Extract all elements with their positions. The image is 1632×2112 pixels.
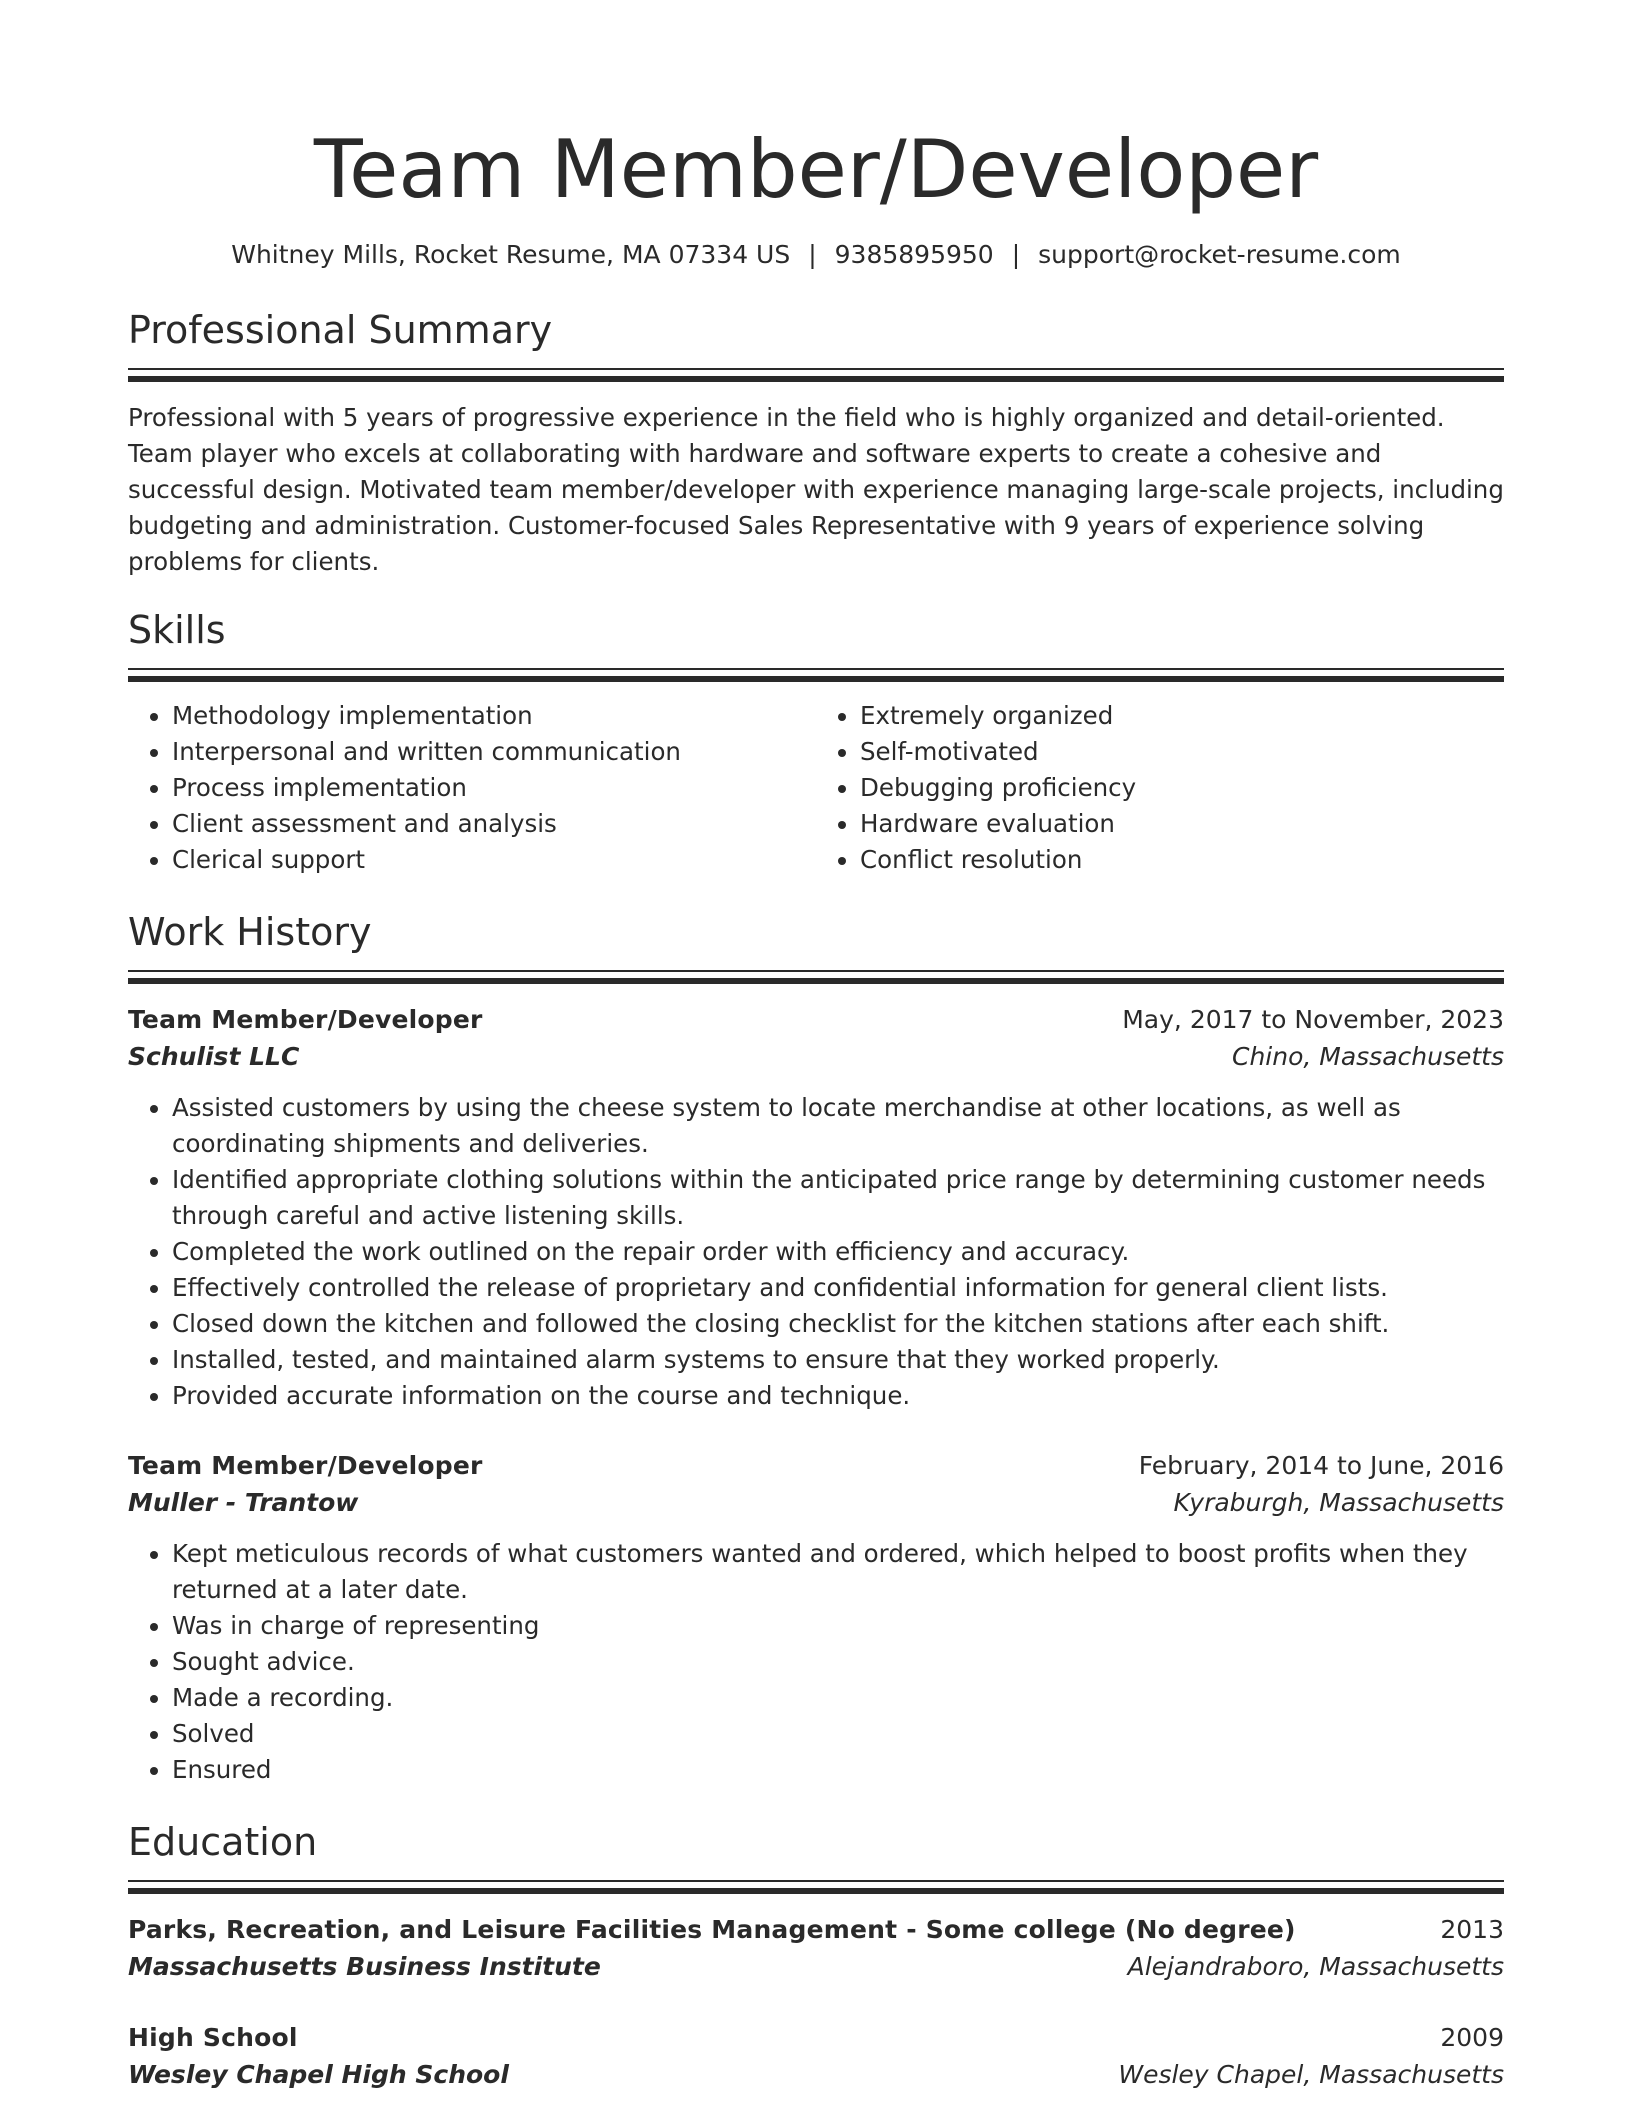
job-subheader [128, 1484, 1504, 1522]
summary-section [128, 306, 1504, 580]
education-entry [128, 1912, 1504, 1986]
skill-item: • Self-motivated [860, 734, 1504, 770]
skill-item: • Client assessment and analysis [172, 806, 816, 842]
skill-item: • Conflict resolution [860, 842, 1504, 878]
education-school: Wesley Chapel High School [128, 2060, 509, 2089]
contact-phone: 9385895950 [834, 240, 994, 269]
education-subheader [128, 2056, 1504, 2094]
education-degree: Parks, Recreation, and Leisure Facilities Management - Some college (No degree) [128, 1915, 1296, 1944]
education-degree: High School [128, 2023, 298, 2052]
education-location: Alejandraboro, Massachusetts [1127, 1952, 1504, 1981]
job-bullet: • Closed down the kitchen and followed the closing checklist for the kitchen stations after each shift. [172, 1306, 1504, 1342]
job-bullet: • Installed, tested, and maintained alarm systems to ensure that they worked properly. [172, 1342, 1504, 1378]
contact-separator: | [1011, 240, 1021, 269]
job-bullet: • Assisted customers by using the cheese system to locate merchandise at other locations, as well as coordinating shipments and deliveries. [172, 1090, 1504, 1162]
job-bullet: • Sought advice. [172, 1644, 1504, 1680]
education-header [128, 1912, 1504, 1948]
skill-item: • Debugging proficiency [860, 770, 1504, 806]
job-header [128, 1002, 1504, 1038]
skills-list-left [128, 698, 816, 878]
skill-item: • Process implementation [172, 770, 816, 806]
job-bullet: • Completed the work outlined on the repair order with efficiency and accuracy. [172, 1234, 1504, 1270]
job-location: Kyraburgh, Massachusetts [1173, 1488, 1504, 1517]
job-title: Team Member/Developer [128, 1005, 483, 1034]
work-section [128, 908, 1504, 1788]
skills-heading: Skills [128, 608, 226, 652]
skill-item: • Extremely organized [860, 698, 1504, 734]
job-bullet: • Solved [172, 1716, 1504, 1752]
job-subheader [128, 1038, 1504, 1076]
skill-item: • Methodology implementation [172, 698, 816, 734]
job-bullet: • Made a recording. [172, 1680, 1504, 1716]
contact-line [128, 238, 1504, 272]
job-bullet: • Identified appropriate clothing solutions within the anticipated price range by determining customer needs through careful and active listening skills. [172, 1162, 1504, 1234]
job-bullet: • Effectively controlled the release of proprietary and confidential information for general client lists. [172, 1270, 1504, 1306]
education-year: 2013 [1440, 1915, 1504, 1944]
work-heading: Work History [128, 910, 372, 954]
education-section [128, 1818, 1504, 2094]
job-bullets [128, 1536, 1504, 1788]
contact-address: Whitney Mills, Rocket Resume, MA 07334 US [231, 240, 791, 269]
education-heading: Education [128, 1820, 318, 1864]
contact-email: support@rocket-resume.com [1038, 240, 1401, 269]
education-location: Wesley Chapel, Massachusetts [1118, 2060, 1504, 2089]
section-rule [128, 1880, 1504, 1894]
education-entry [128, 2020, 1504, 2094]
education-subheader [128, 1948, 1504, 1986]
job-entry [128, 1002, 1504, 1414]
section-rule [128, 368, 1504, 382]
education-header [128, 2020, 1504, 2056]
education-school: Massachusetts Business Institute [128, 1952, 601, 1981]
job-bullet: • Was in charge of representing [172, 1608, 1504, 1644]
job-bullet: • Kept meticulous records of what customers wanted and ordered, which helped to boost profits when they returned at a later date. [172, 1536, 1504, 1608]
section-rule [128, 668, 1504, 682]
job-bullets [128, 1090, 1504, 1414]
summary-text: Professional with 5 years of progressive experience in the field who is highly organized and detail-oriented. Team player who excels at collaborating with hardware and software experts to create a cohesive and successful design. Motivated team member/developer with experience managing large-scale projects, including budgeting and administration. Customer-focused Sales Representative with 9 years of experience solving problems for clients. [128, 403, 1504, 576]
job-dates: May, 2017 to November, 2023 [1122, 1005, 1504, 1034]
contact-separator: | [808, 240, 817, 269]
summary-heading: Professional Summary [128, 308, 553, 352]
skills-list-right [816, 698, 1504, 878]
skill-item: • Interpersonal and written communication [172, 734, 816, 770]
job-header [128, 1448, 1504, 1484]
skill-item: • Hardware evaluation [860, 806, 1504, 842]
section-rule [128, 970, 1504, 984]
job-bullet: • Ensured [172, 1752, 1504, 1788]
education-year: 2009 [1440, 2023, 1504, 2052]
skills-columns [128, 698, 1504, 878]
job-company: Schulist LLC [128, 1042, 300, 1071]
job-title: Team Member/Developer [128, 1451, 483, 1480]
skills-section [128, 606, 1504, 878]
skill-item: • Clerical support [172, 842, 816, 878]
job-company: Muller - Trantow [128, 1488, 359, 1517]
job-dates: February, 2014 to June, 2016 [1138, 1451, 1504, 1480]
resume-name: Team Member/Developer [313, 123, 1319, 216]
job-location: Chino, Massachusetts [1231, 1042, 1504, 1071]
job-bullet: • Provided accurate information on the course and technique. [172, 1378, 1504, 1414]
job-entry [128, 1448, 1504, 1788]
